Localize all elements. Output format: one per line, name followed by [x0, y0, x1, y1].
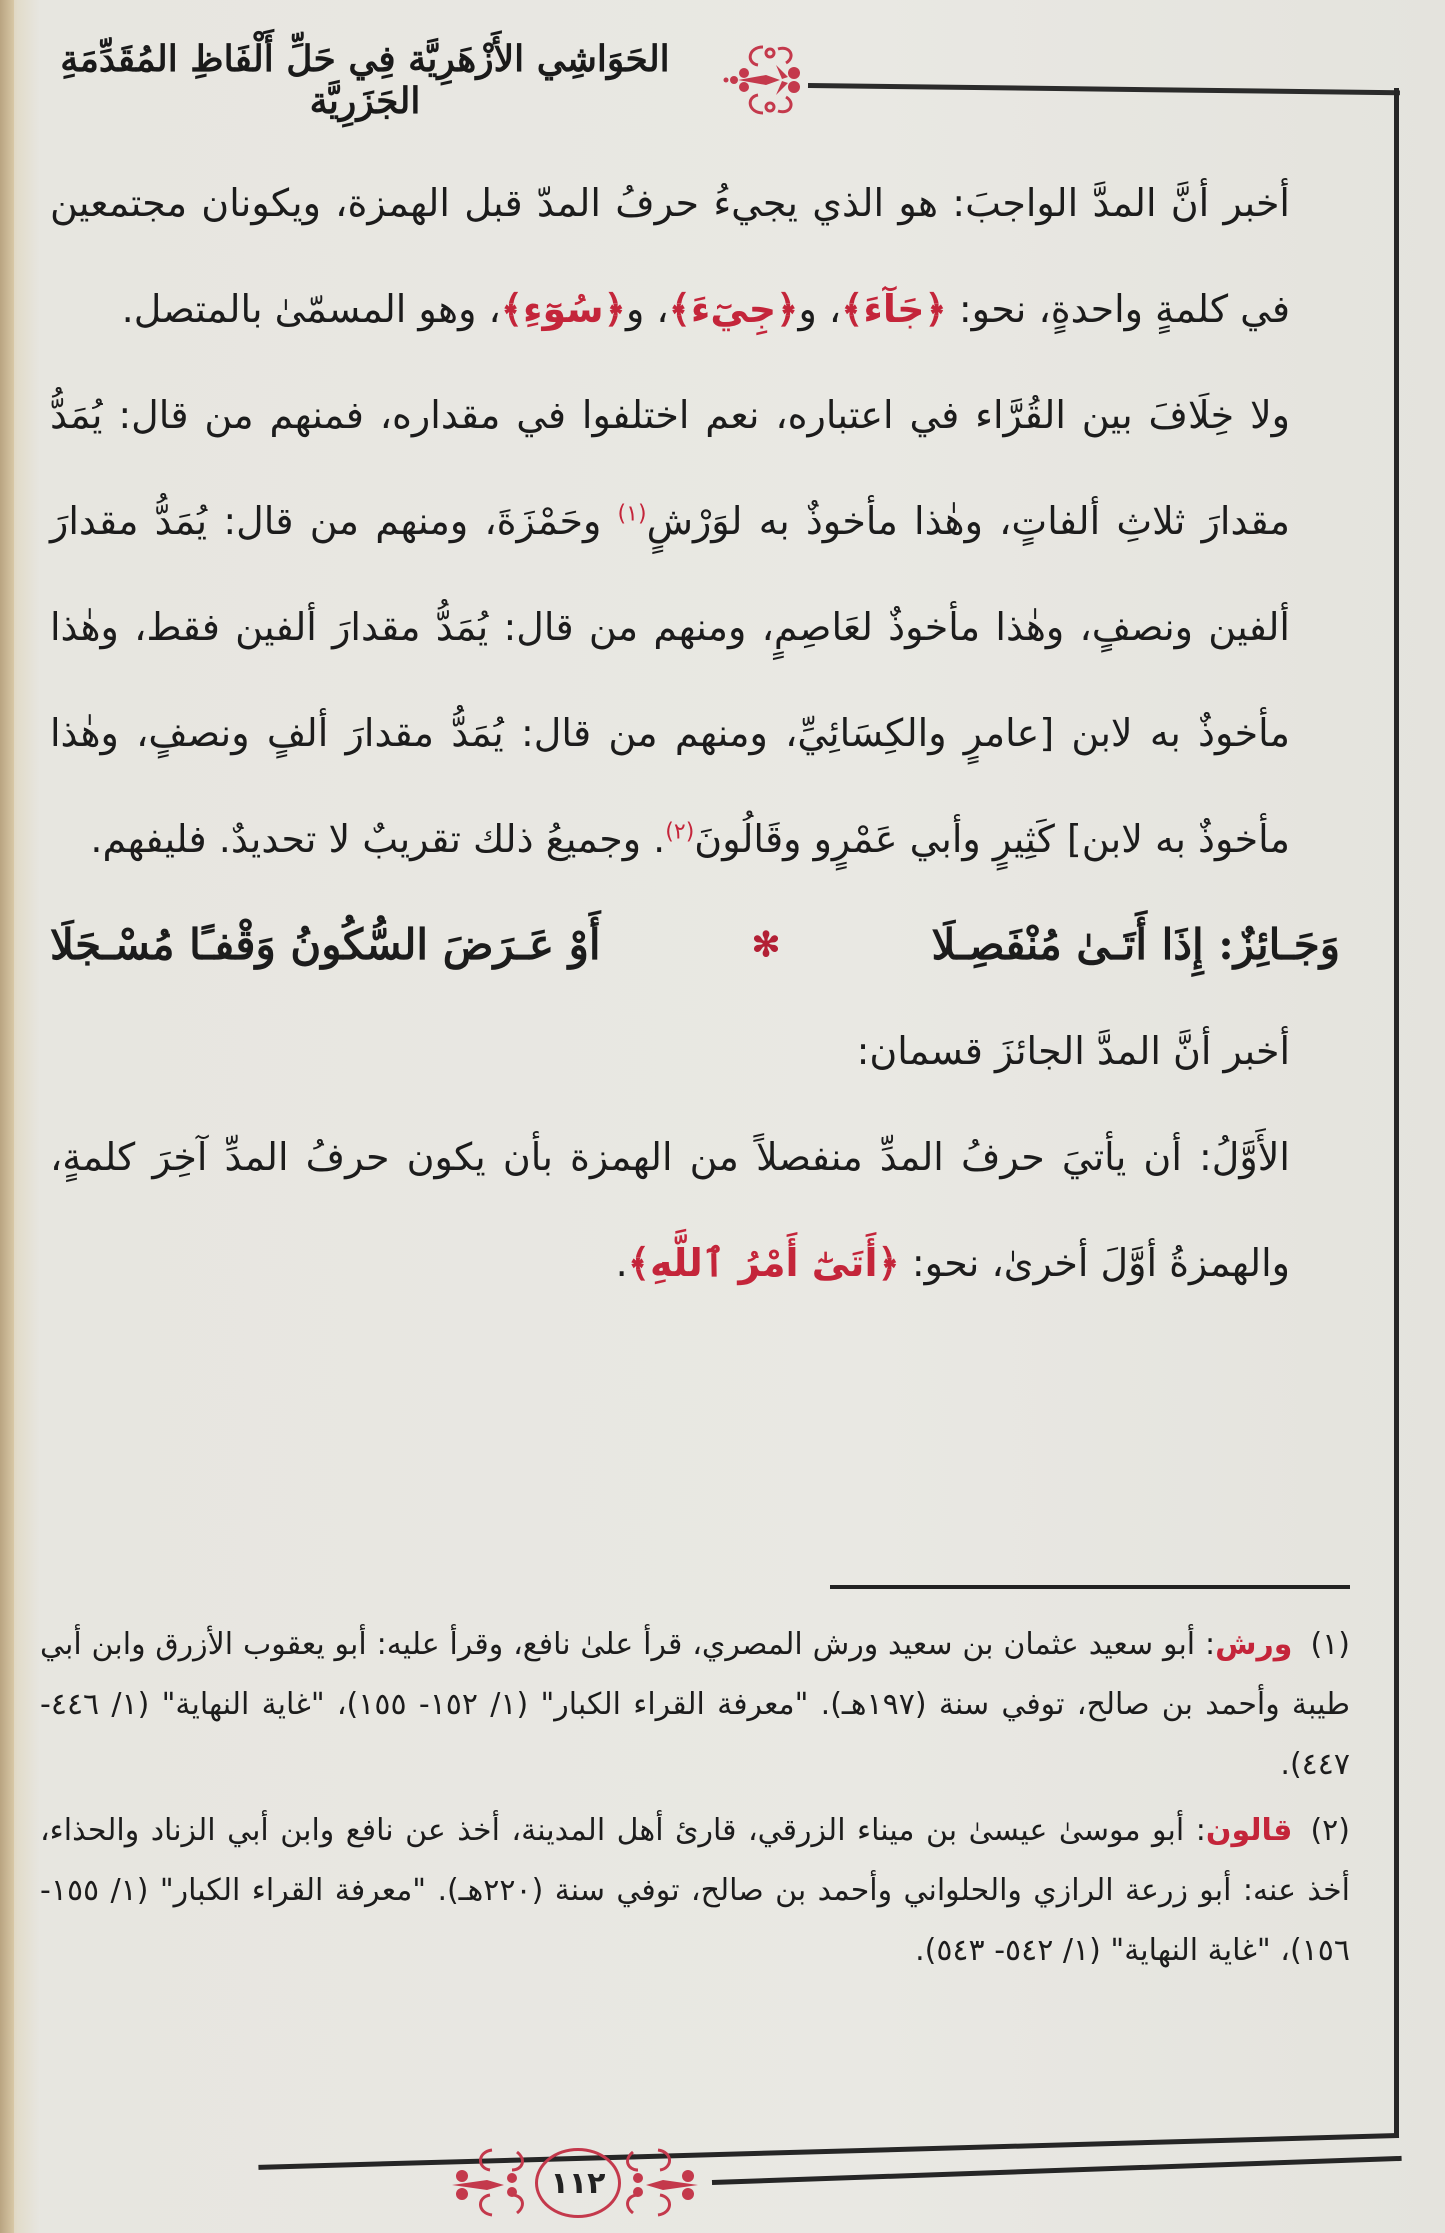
quran-word: ﴿سُوٓءِ﴾: [500, 287, 626, 331]
header-rule: [808, 83, 1400, 95]
quran-word: ﴿جَآءَ﴾: [841, 287, 947, 331]
footnote-ref-1[interactable]: (١): [617, 501, 647, 527]
footnote-ref-2[interactable]: (٢): [665, 819, 695, 845]
poem-verse: [50, 892, 1340, 998]
text-segment: الأَوَّلُ: أن يأتيَ حرفُ المدِّ منفصلاً من الهمزة بأن يكون حرفُ المدِّ آخِرَ كلمةٍ، والهمزةُ أوَّلَ أخرىٰ، نحو:: [50, 1135, 1290, 1285]
text-segment: ، و: [625, 287, 669, 331]
binding-shadow: [0, 0, 14, 2233]
floral-ornament-icon: [618, 2140, 708, 2225]
verse-separator-star-icon: ✻: [751, 925, 781, 965]
page-number-block: [430, 2140, 720, 2225]
floral-ornament-icon: [442, 2140, 532, 2225]
footer-rule: [712, 2156, 1402, 2185]
page-frame-right: [1394, 88, 1399, 2138]
paragraph-readers: [50, 362, 1340, 892]
footnote-separator: [830, 1585, 1350, 1589]
main-text: [50, 150, 1340, 1316]
floral-ornament-icon: [718, 35, 808, 125]
running-header-title: الحَوَاشِي الأَزْهَرِيَّة فِي حَلِّ أَلْفَاظِ المُقَدِّمَةِ الجَزَرِيَّة: [60, 38, 670, 122]
text-segment: ، وهو المسمّىٰ بالمتصل.: [121, 287, 501, 331]
verse-left-hemistich: أَوْ عَـرَضَ السُّكُونُ وَقْفـًا مُسْـجَلَا: [50, 920, 601, 969]
quran-word: ﴿جِيٓءَ﴾: [668, 287, 799, 331]
text-segment: أخبر أنَّ المدَّ الواجبَ: هو الذي يجيءُ حرفُ المدّ قبل الهمزة، ويكونان مجتمعين في كلمةٍ واحدةٍ، نحو:: [50, 181, 1290, 331]
text-segment: . وجميعُ ذلك تقريبٌ لا تحديدٌ. فليفهم.: [90, 817, 666, 861]
footnote-name: قالون: [1205, 1813, 1293, 1848]
footnote-name: ورش: [1215, 1627, 1293, 1662]
paragraph-jaiz: أخبر أنَّ المدَّ الجائزَ قسمان:: [856, 1029, 1290, 1073]
footnote-1: [40, 1615, 1350, 1795]
quran-phrase: ﴿أَتَىٰٓ أَمْرُ ٱللَّهِ﴾: [627, 1241, 900, 1285]
footnote-text: : أبو سعيد عثمان بن سعيد ورش المصري، قرأ علىٰ نافع، وقرأ عليه: أبو يعقوب الأزرق وابن أبي طيبة وأحمد بن صالح، توفي سنة (١٩٧هـ). "معرفة القراء الكبار" (١/ ١٥٢- ١٥٥)، "غاية النهاية" (١/ ٤٤٦- ٤٤٧).: [40, 1627, 1351, 1782]
text-segment: وحَمْزَةَ، ومنهم من قال: يُمَدُّ مقدارَ ألفين ونصفٍ، وهٰذا مأخوذٌ لعَاصِمٍ، ومنهم من قال: يُمَدُّ مقدارَ ألفين فقط، وهٰذا مأخوذٌ به لابن [عامرٍ والكِسَائِيِّ، ومنهم من قال: يُمَدُّ مقدارَ ألفٍ ونصفٍ، وهٰذا مأخوذٌ به لابن] كَثِيرٍ وأبي عَمْرٍو وقَالُونَ: [50, 499, 1290, 861]
paragraph-first-type: [50, 1104, 1340, 1316]
footnote-number: (١): [1310, 1627, 1350, 1662]
paragraph-wajib: [50, 150, 1340, 362]
verse-right-hemistich: وَجَـائِزٌ: إِذَا أَتَـىٰ مُنْفَصِـلَا: [931, 920, 1340, 969]
text-segment: .: [615, 1241, 628, 1285]
footnote-2: [40, 1801, 1350, 1981]
footnote-number: (٢): [1310, 1813, 1350, 1848]
footnote-text: : أبو موسىٰ عيسىٰ بن ميناء الزرقي، قارئ أهل المدينة، أخذ عن نافع وابن أبي الزناد والحذاء، أخذ عنه: أبو زرعة الرازي والحلواني وأحمد بن صالح، توفي سنة (٢٢٠هـ). "معرفة القراء الكبار" (١/ ١٥٥- ١٥٦)، "غاية النهاية" (١/ ٥٤٢- ٥٤٣).: [40, 1813, 1350, 1968]
text-segment: ، و: [798, 287, 842, 331]
text-segment: ولا خِلَافَ بين القُرَّاء في اعتباره، نعم اختلفوا في مقداره، فمنهم من قال: يُمَدُّ مقدارَ ثلاثِ ألفاتٍ، وهٰذا مأخوذٌ به لوَرْشٍ: [50, 393, 1291, 543]
footnotes: [40, 1615, 1350, 1987]
page-number: ١١٢: [535, 2148, 621, 2218]
